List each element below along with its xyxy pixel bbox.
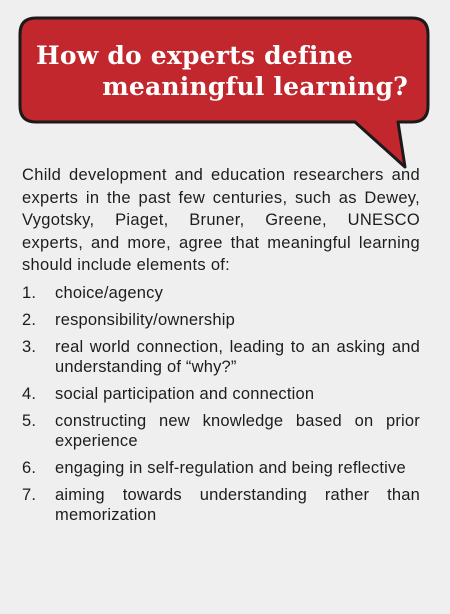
- elements-list: [22, 283, 420, 525]
- list-item-number: 2.: [22, 310, 37, 329]
- content-body: [22, 164, 420, 532]
- list-item-number: 4.: [22, 384, 37, 403]
- title-line-2: meaningful learning?: [102, 72, 408, 101]
- list-item-text: social participation and connection: [55, 384, 315, 403]
- title-line-1: How do experts define: [36, 41, 353, 70]
- intro-paragraph: Child development and education researchers and experts in the past few centuries, such as Dewey, Vygotsky, Piaget, Bruner, Greene, UNESCO experts, and more, agree that meaningful learning should include elements of:: [22, 166, 420, 274]
- list-item-number: 3.: [22, 337, 37, 356]
- list-item-number: 7.: [22, 485, 37, 504]
- list-item: [22, 283, 420, 303]
- list-item-text: constructing new knowledge based on prior experience: [55, 411, 420, 450]
- list-item: [22, 411, 420, 451]
- list-item: [22, 384, 420, 404]
- list-item: [22, 337, 420, 377]
- list-item: [22, 310, 420, 330]
- list-item: [22, 485, 420, 525]
- list-item-text: choice/agency: [55, 283, 164, 302]
- list-item: [22, 458, 420, 478]
- page-title: [36, 40, 408, 102]
- list-item-text: real world connection, leading to an asking and understanding of “why?”: [55, 337, 420, 376]
- list-item-text: aiming towards understanding rather than memorization: [55, 485, 420, 524]
- list-item-text: engaging in self-regulation and being reflective: [55, 458, 406, 477]
- list-item-number: 5.: [22, 411, 37, 430]
- list-item-number: 1.: [22, 283, 37, 302]
- list-item-text: responsibility/ownership: [55, 310, 235, 329]
- list-item-number: 6.: [22, 458, 37, 477]
